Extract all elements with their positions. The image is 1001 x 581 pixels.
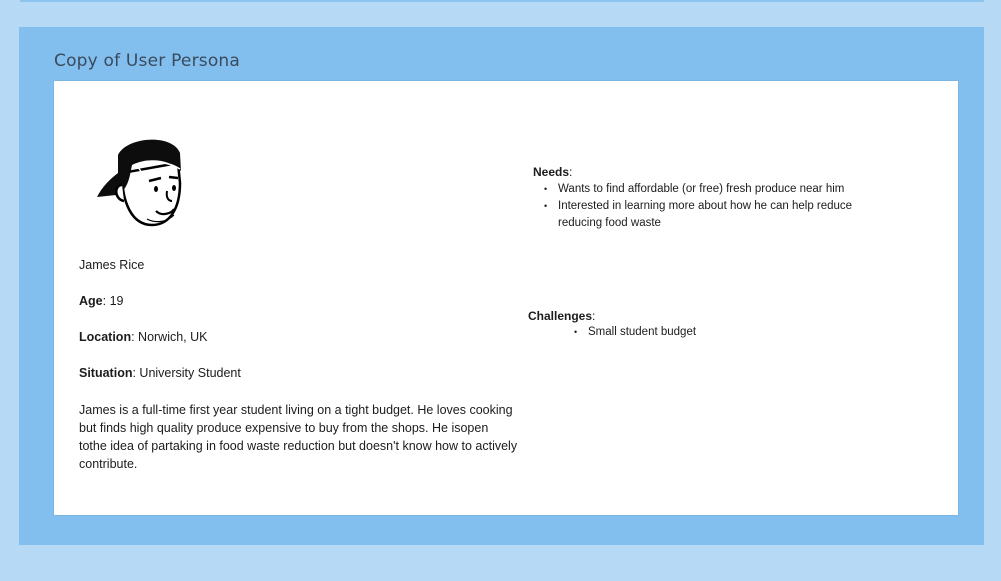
frame-title[interactable]: Copy of User Persona <box>54 51 241 71</box>
location-label: Location <box>79 330 132 344</box>
challenges-colon: : <box>592 309 596 323</box>
needs-label: Needs <box>533 165 570 179</box>
persona-name: James Rice <box>79 258 145 272</box>
persona-location <box>79 328 208 346</box>
age-label: Age <box>79 294 103 308</box>
needs-heading <box>533 163 572 181</box>
persona-bio: James is a full-time first year student living on a tight budget. He loves cooking but finds high quality produce expensive to buy from the shops. He isopen tothe idea of partaking in food waste reduction but doesn't know how to actively contribute. <box>79 403 518 471</box>
list-item: • Wants to find affordable (or free) fresh produce near him <box>544 181 889 198</box>
persona-situation <box>79 364 241 382</box>
list-item: • Interested in learning more about how he can help reduce reducing food waste <box>544 198 889 232</box>
needs-colon: : <box>569 165 573 179</box>
challenges-label: Challenges <box>528 309 593 323</box>
persona-age <box>79 292 123 310</box>
needs-list <box>544 181 889 232</box>
location-value: : Norwich, UK <box>131 330 208 344</box>
top-divider <box>20 0 984 2</box>
situation-value: : University Student <box>132 366 241 380</box>
persona-card[interactable] <box>54 81 958 515</box>
situation-label: Situation <box>79 366 133 380</box>
challenges-list <box>574 324 874 341</box>
avatar-icon <box>92 133 192 233</box>
challenges-heading <box>528 307 595 325</box>
age-value: : 19 <box>102 294 124 308</box>
list-item: • Small student budget <box>574 324 874 341</box>
persona-frame[interactable] <box>19 27 984 545</box>
